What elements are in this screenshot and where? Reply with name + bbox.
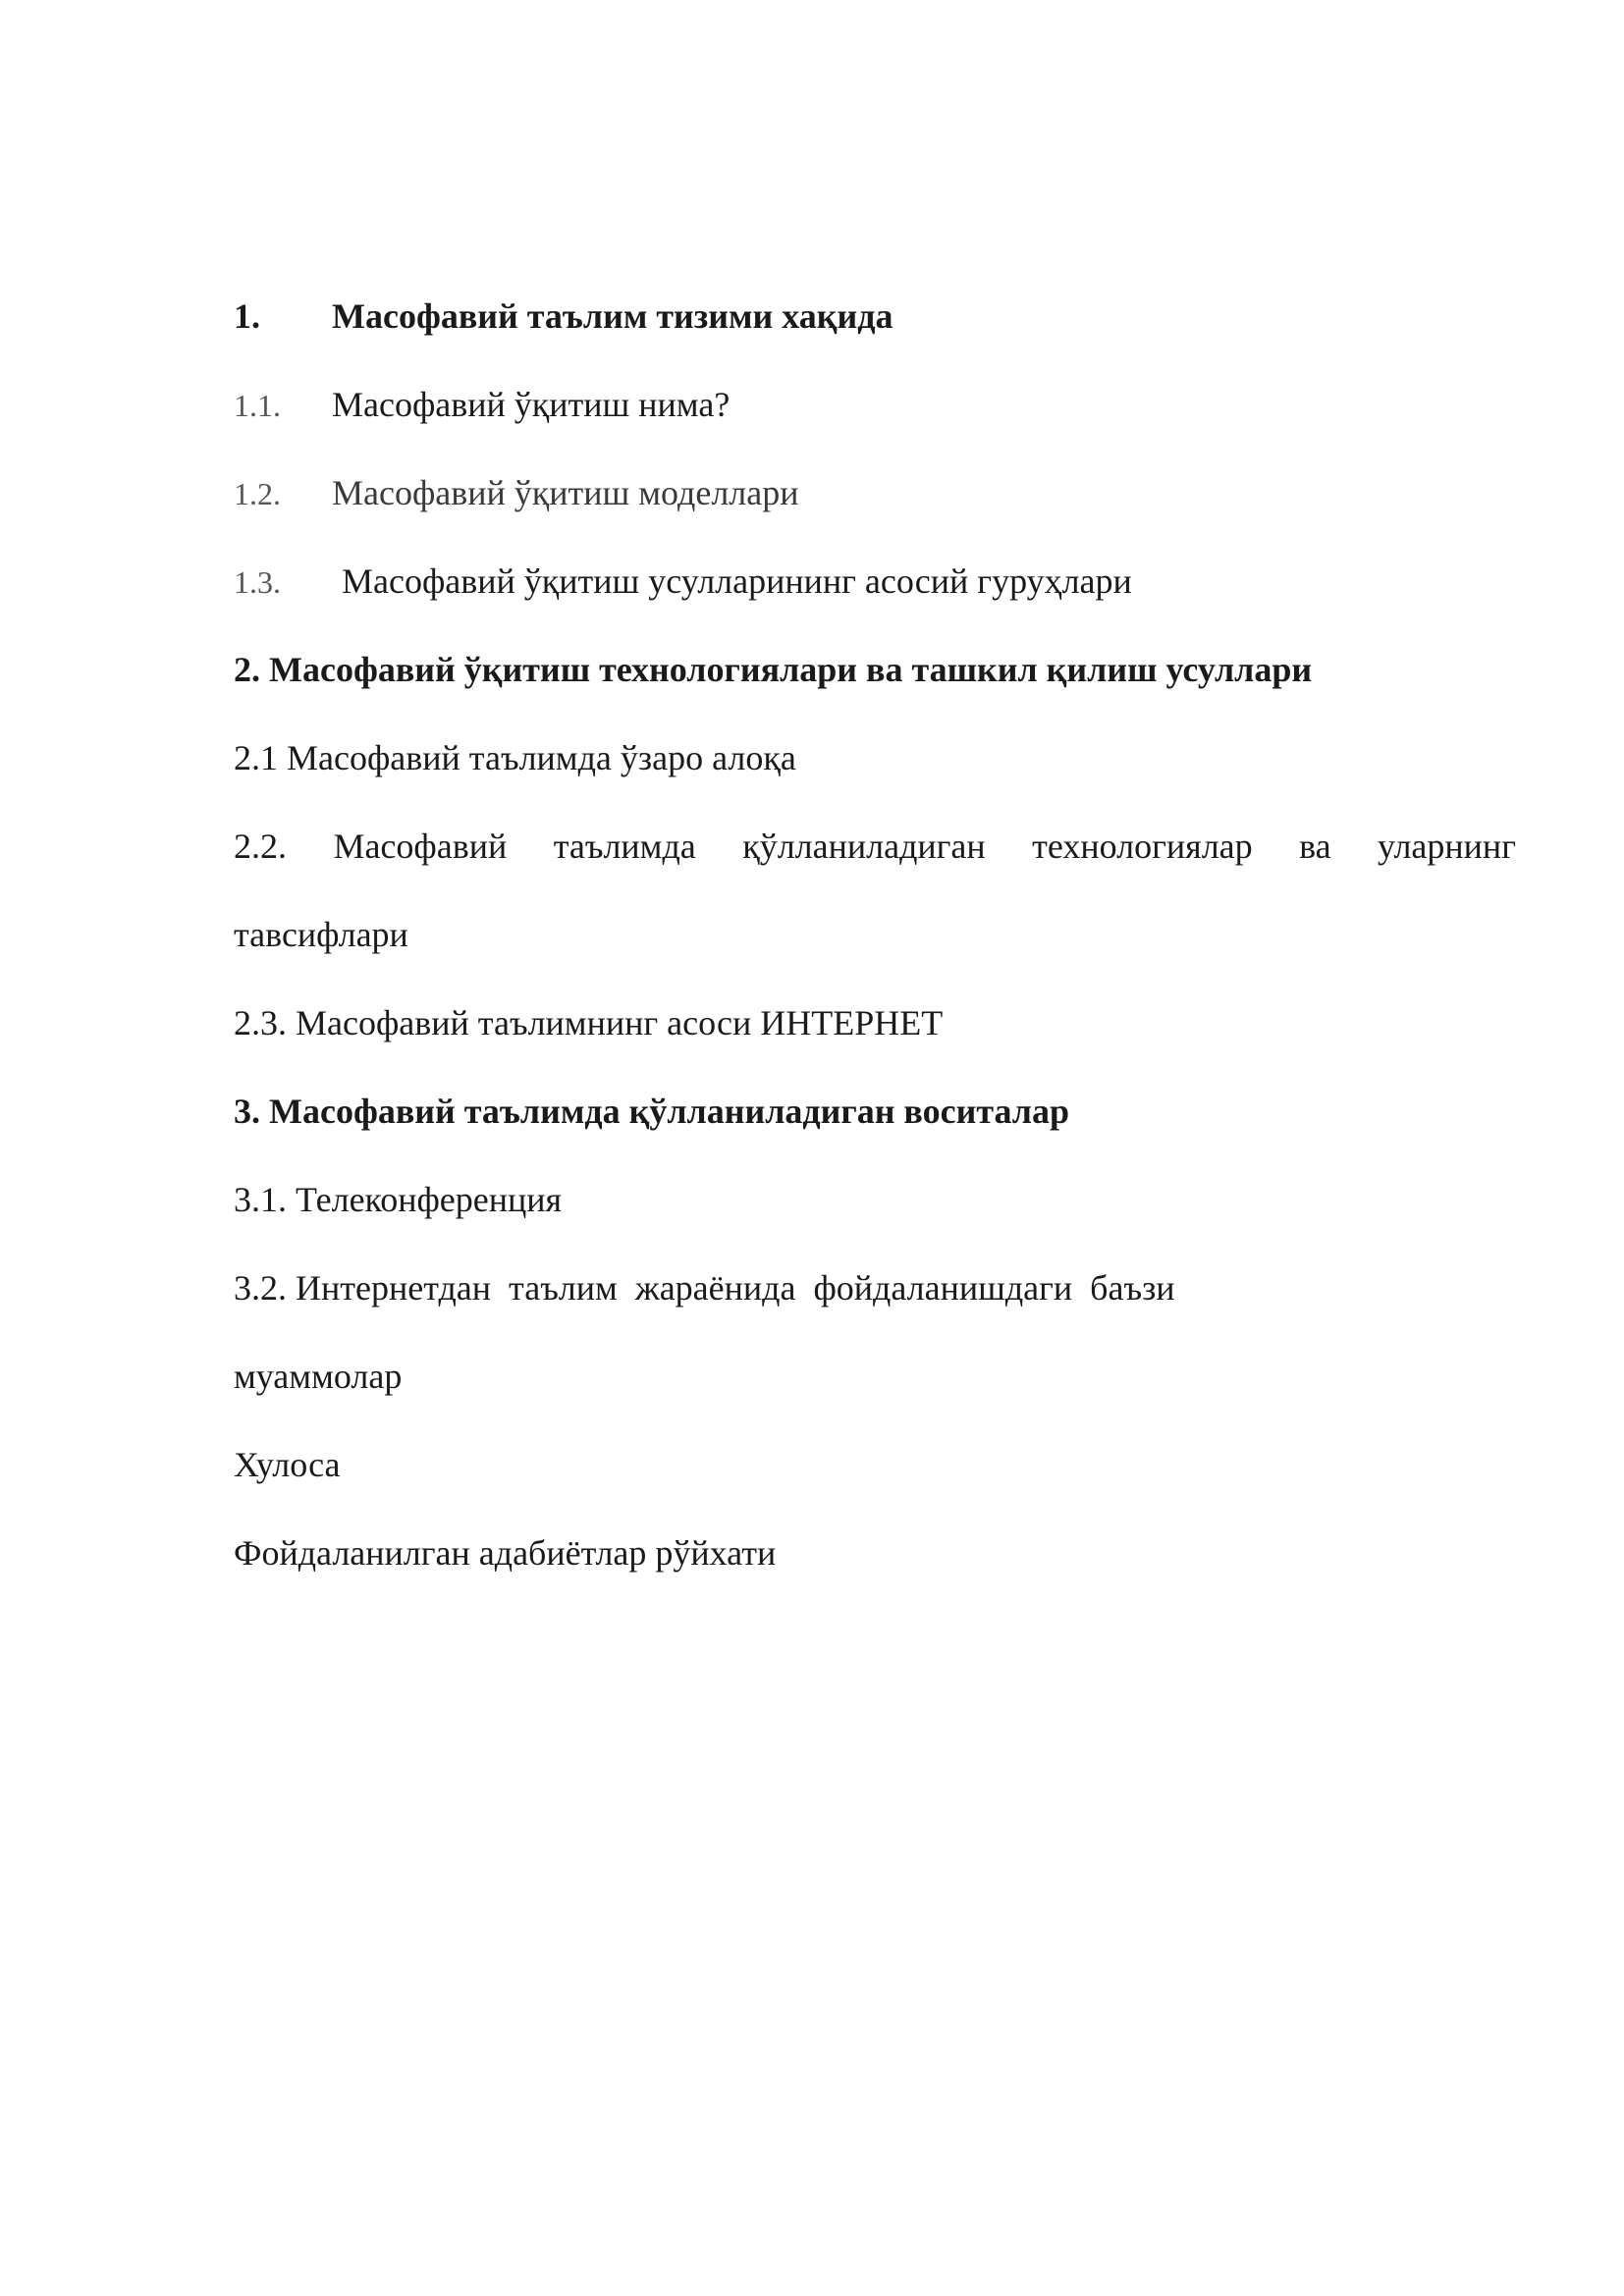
toc-section-3: 3. Масофавий таълимда қўлланиладиган воситалар bbox=[234, 1092, 1070, 1131]
toc-section-1-3-number: 1.3. bbox=[234, 564, 281, 600]
toc-section-2-2-word: 2.2. bbox=[234, 827, 287, 866]
toc-section-2-2-word: уларнинг bbox=[1378, 827, 1516, 866]
toc-section-1-3-title: Масофавий ўқитиш усулларининг асосий гуруҳлари bbox=[342, 561, 1132, 601]
toc-section-1-3 bbox=[234, 560, 1132, 604]
toc-section-2-1: 2.1 Масофавий таълимда ўзаро алоқа bbox=[234, 738, 796, 777]
toc-section-1-1 bbox=[234, 383, 730, 427]
toc-section-3-1: 3.1. Телеконференция bbox=[234, 1180, 563, 1219]
toc-section-1-1-number: 1.1. bbox=[234, 388, 281, 423]
toc-section-2-2-word: қўлланиладиган bbox=[742, 827, 986, 866]
toc-section-1-2-number: 1.2. bbox=[234, 476, 281, 511]
toc-section-1-1-title: Масофавий ўқитиш нима? bbox=[332, 385, 731, 424]
toc-section-1-2 bbox=[234, 471, 799, 515]
toc-section-1 bbox=[234, 294, 893, 338]
toc-section-1-title: Масофавий таълим тизими хақида bbox=[332, 296, 893, 336]
toc-section-2-2-word: таълимда bbox=[553, 827, 696, 866]
toc-section-2-3: 2.3. Масофавий таълимнинг асоси ИНТЕРНЕТ bbox=[234, 1003, 944, 1042]
toc-section-1-2-title: Масофавий ўқитиш моделлари bbox=[332, 473, 799, 512]
toc-section-2-2-word: Масофавий bbox=[333, 827, 508, 866]
toc-section-3-2: 3.2. Интернетдан таълим жараёнида фойдаланишдаги баъзи bbox=[234, 1268, 1175, 1308]
toc-section-2-2-word: технологиялар bbox=[1032, 827, 1253, 866]
toc-section-2-2-word: ва bbox=[1299, 827, 1331, 866]
toc-section-1-number: 1. bbox=[234, 296, 260, 336]
toc-section-3-2-continuation: муаммолар bbox=[234, 1357, 403, 1396]
toc-section-2: 2. Масофавий ўқитиш технологиялари ва ташкил қилиш усуллари bbox=[234, 650, 1313, 689]
toc-references: Фойдаланилган адабиётлар рўйхати bbox=[234, 1533, 777, 1573]
toc-conclusion: Хулоса bbox=[234, 1445, 341, 1484]
toc-section-2-2 bbox=[234, 825, 1516, 868]
toc-section-2-2-continuation: тавсифлари bbox=[234, 915, 408, 954]
